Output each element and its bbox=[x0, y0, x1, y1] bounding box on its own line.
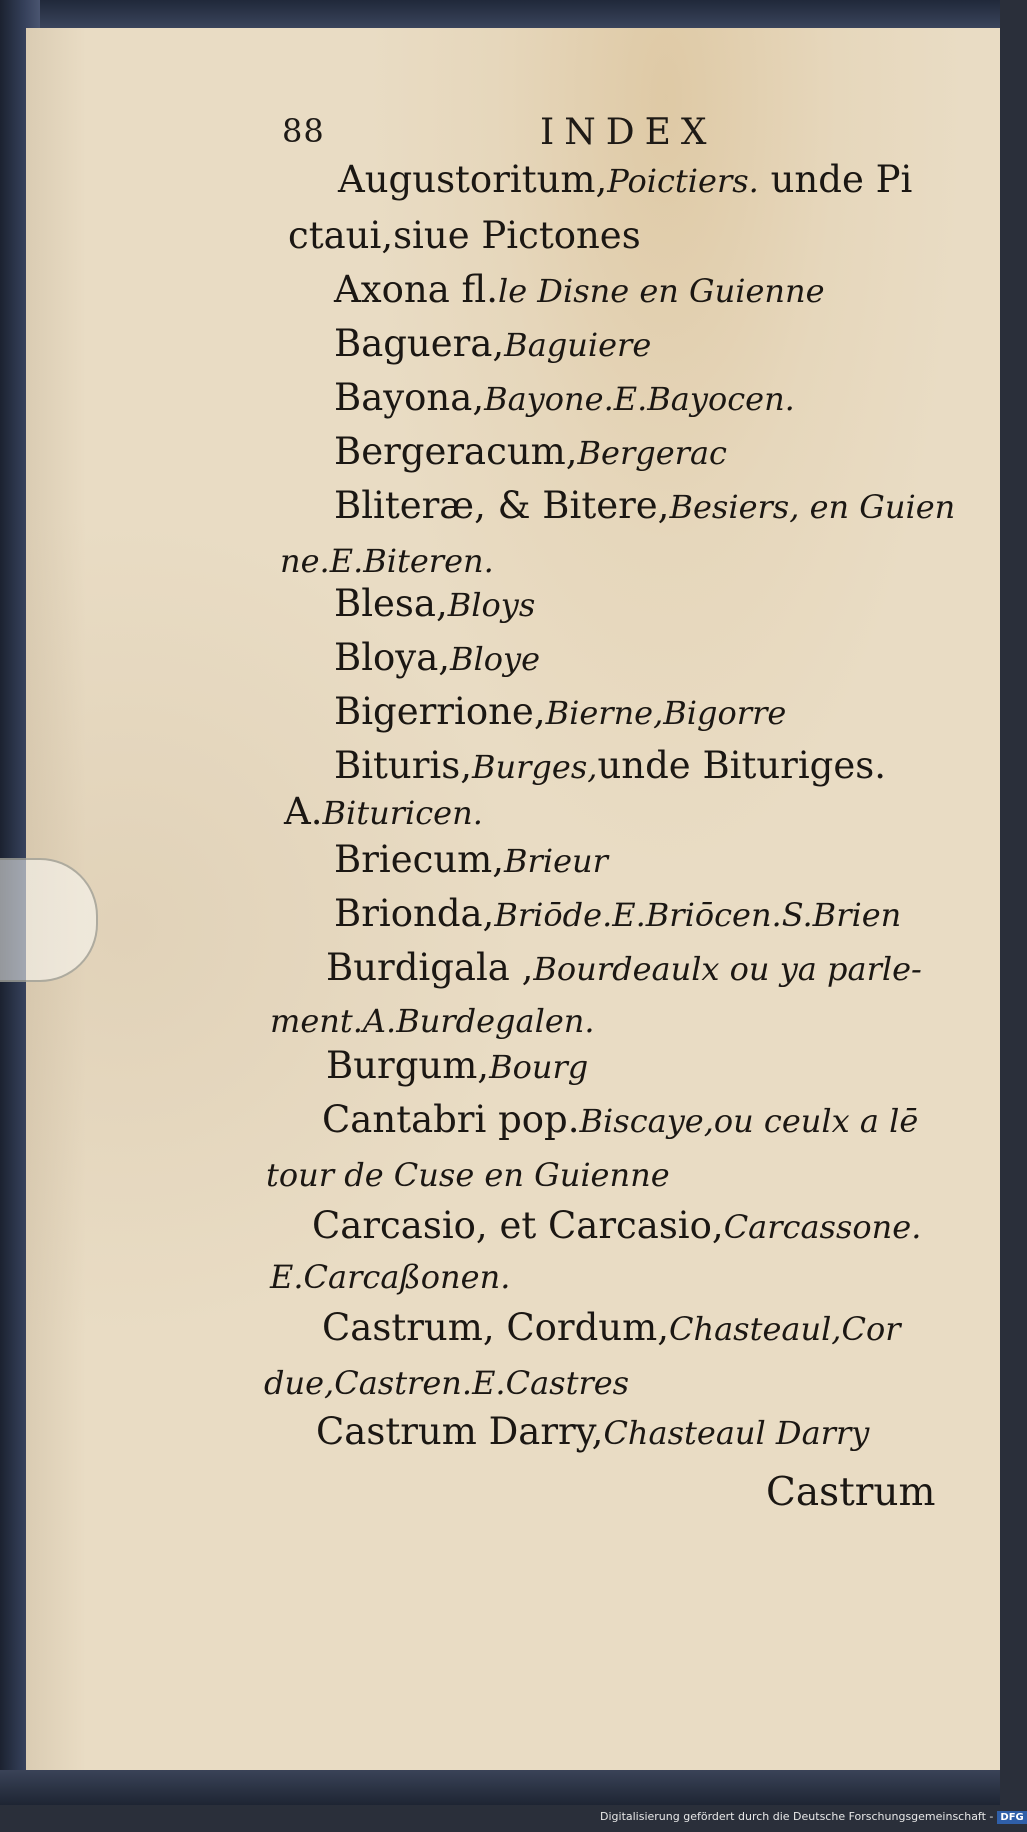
index-line bbox=[334, 744, 886, 789]
entry-latin: A. bbox=[284, 790, 323, 833]
entry-vernacular: Bituricen. bbox=[322, 794, 483, 832]
entry-latin: Brionda, bbox=[334, 892, 495, 935]
entry-latin: Augustoritum, bbox=[338, 158, 608, 201]
entry-vernacular: tour de Cuse en Guienne bbox=[266, 1156, 670, 1194]
entry-vernacular: Bayone.E.Bayocen. bbox=[484, 380, 795, 418]
entry-latin: Castrum, Cordum, bbox=[322, 1306, 669, 1349]
entry-vernacular: Chasteaul Darry bbox=[603, 1414, 870, 1452]
entry-latin: Cantabri pop. bbox=[322, 1098, 580, 1141]
index-line bbox=[288, 214, 641, 258]
running-head: INDEX bbox=[540, 112, 717, 153]
index-line bbox=[312, 1204, 921, 1249]
entry-latin: Axona fl. bbox=[334, 268, 498, 311]
index-line bbox=[266, 1152, 670, 1197]
entry-vernacular: Baguiere bbox=[504, 326, 652, 364]
entry-vernacular: Burges, bbox=[472, 748, 598, 786]
index-line bbox=[338, 158, 912, 203]
entry-latin: ctaui,siue Pictones bbox=[288, 214, 641, 257]
entry-vernacular: Bierne,Bigorre bbox=[545, 694, 787, 732]
entry-vernacular: ment.A.Burdegalen. bbox=[270, 1002, 595, 1040]
index-line bbox=[264, 1360, 629, 1405]
entry-vernacular: Bourg bbox=[489, 1048, 589, 1086]
index-line bbox=[322, 1098, 918, 1143]
index-line bbox=[334, 838, 608, 883]
catchword: Castrum bbox=[766, 1470, 936, 1515]
index-line bbox=[334, 322, 651, 367]
index-line bbox=[270, 1254, 510, 1299]
entry-vernacular: le Disne en Guienne bbox=[497, 272, 825, 310]
entry-vernacular: ne.E.Biteren. bbox=[280, 542, 494, 580]
entry-vernacular: Carcassone. bbox=[723, 1208, 922, 1246]
entry-latin: unde Bituriges. bbox=[597, 744, 887, 787]
entry-latin: unde Pi bbox=[758, 158, 913, 201]
entry-vernacular: Biscaye,ou ceulx a lē bbox=[579, 1102, 919, 1140]
index-line bbox=[334, 582, 535, 627]
entry-vernacular: Briōde.E.Briōcen.S.Brien bbox=[494, 896, 902, 934]
entry-latin: Burdigala , bbox=[326, 946, 534, 989]
index-line bbox=[326, 1044, 588, 1089]
index-line bbox=[280, 538, 494, 583]
index-line bbox=[334, 484, 955, 529]
entry-latin: Baguera, bbox=[334, 322, 505, 365]
entry-latin: Bergeracum, bbox=[334, 430, 578, 473]
index-line bbox=[322, 1306, 901, 1351]
entry-vernacular: Bloys bbox=[447, 586, 536, 624]
entry-vernacular: Bourdeaulx ou ya parle- bbox=[533, 950, 922, 988]
entry-latin: Blesa, bbox=[334, 582, 448, 625]
index-line bbox=[284, 790, 483, 835]
index-line bbox=[334, 430, 727, 475]
dfg-logo: DFG bbox=[997, 1811, 1026, 1824]
credit-text: Digitalisierung gefördert durch die Deutsche Forschungsgemeinschaft - bbox=[600, 1810, 994, 1823]
entry-latin: Bliteræ, & Bitere, bbox=[334, 484, 670, 527]
index-line bbox=[334, 376, 795, 421]
entry-vernacular: E.Carcaßonen. bbox=[270, 1258, 511, 1296]
index-line bbox=[326, 946, 922, 991]
entry-vernacular: Chasteaul,Cor bbox=[668, 1310, 901, 1348]
entry-latin: Bayona, bbox=[334, 376, 485, 419]
entry-latin: Briecum, bbox=[334, 838, 505, 881]
index-line bbox=[334, 268, 825, 313]
entry-latin: Castrum Darry, bbox=[316, 1410, 604, 1453]
entry-latin: Bloya, bbox=[334, 636, 451, 679]
entry-latin: Bigerrione, bbox=[334, 690, 546, 733]
index-line bbox=[316, 1410, 869, 1455]
entry-vernacular: Brieur bbox=[504, 842, 608, 880]
entry-latin: Carcasio, et Carcasio, bbox=[312, 1204, 724, 1247]
index-line bbox=[270, 998, 595, 1043]
index-line bbox=[334, 690, 786, 735]
entry-vernacular: Bloye bbox=[450, 640, 541, 678]
page-number: 88 bbox=[282, 112, 325, 150]
entry-vernacular: due,Castren.E.Castres bbox=[264, 1364, 630, 1402]
entry-latin: Burgum, bbox=[326, 1044, 490, 1087]
entry-vernacular: Besiers, en Guien bbox=[669, 488, 956, 526]
index-line bbox=[334, 892, 901, 937]
entry-latin: Bituris, bbox=[334, 744, 472, 787]
digitization-credit bbox=[600, 1810, 1024, 1830]
entry-vernacular: Bergerac bbox=[577, 434, 727, 472]
entry-vernacular: Poictiers. bbox=[607, 162, 759, 200]
index-line bbox=[334, 636, 540, 681]
